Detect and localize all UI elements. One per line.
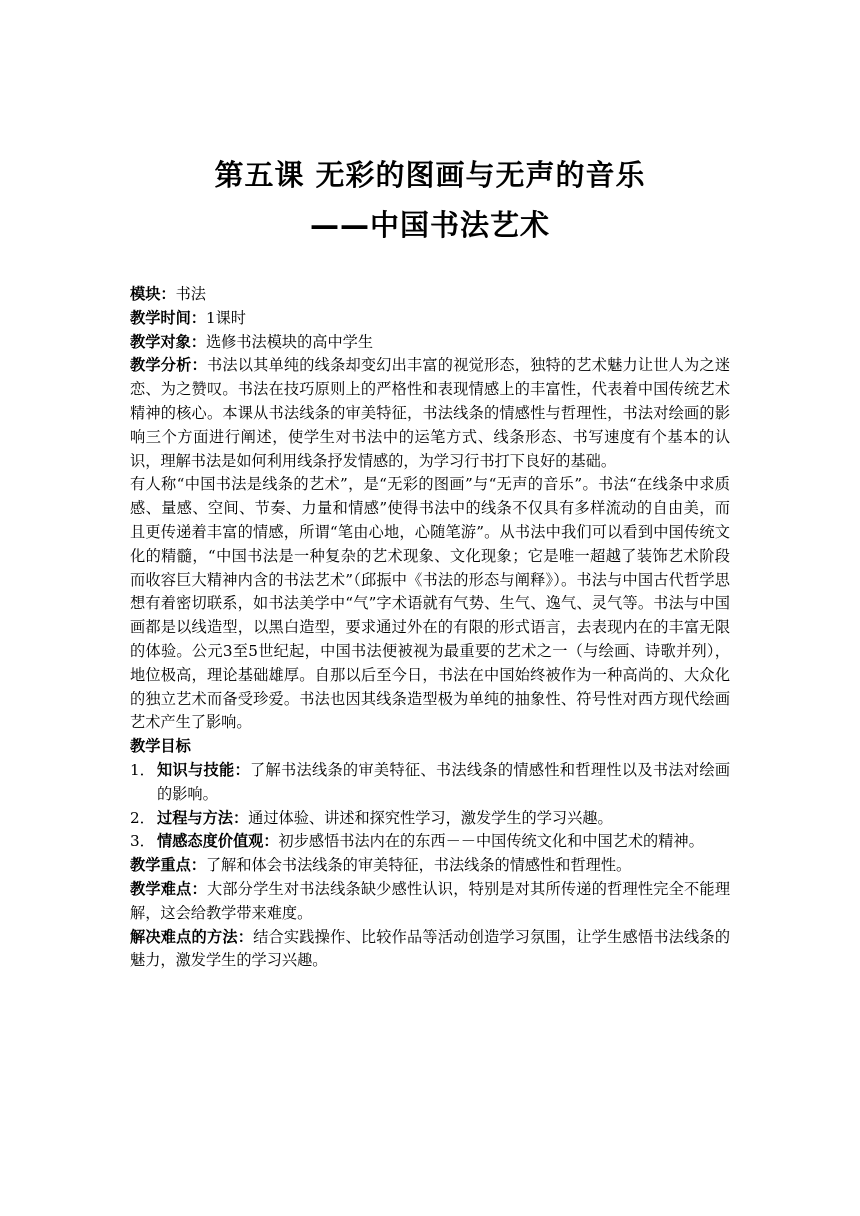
field-label: 教学重点：	[130, 856, 206, 875]
field-teaching-analysis	[130, 354, 730, 473]
lesson-title	[0, 150, 860, 250]
goal-number: 1．	[130, 760, 155, 779]
goal-description: 通过体验、讲述和探究性学习，激发学生的学习兴趣。	[248, 808, 613, 827]
field-module	[130, 283, 730, 307]
field-key-points	[130, 854, 730, 878]
goal-number: 2．	[130, 808, 155, 827]
goal-number: 3．	[130, 832, 155, 851]
field-label: 解决难点的方法：	[130, 927, 254, 946]
goal-item-emotion	[130, 830, 730, 854]
goal-label: 情感态度价值观：	[157, 832, 279, 851]
title-line-main: 第五课 无彩的图画与无声的音乐	[214, 158, 646, 192]
field-label: 教学时间：	[130, 308, 206, 327]
field-label: 教学对象：	[130, 332, 206, 351]
goal-text	[157, 830, 730, 854]
field-value: 书法	[175, 285, 206, 303]
goal-text	[157, 759, 730, 807]
analysis-paragraph: 有人称“中国书法是线条的艺术”，是“无彩的图画”与“无声的音乐”。书法“在线条中求质感、量感、空间、节奏、力量和情感”使得书法中的线条不仅具有多样流动的自由美，而且更传递着丰富的情感，所谓“笔由心地，心随笔游”。从书法中我们可以看到中国传统文化的精髓，“中国书法是一种复杂的艺术现象、文化现象；它是唯一超越了装饰艺术阶段而收容巨大精神内含的书法艺术”（邱振中《书法的形态与阐释》）。书法与中国古代哲学思想有着密切联系，如书法美学中“气”字术语就有气势、生气、逸气、灵气等。书法与中国画都是以线造型，以黑白造型，要求通过外在的有限的形式语言，去表现内在的丰富无限的体验。公元3至5世纪起，中国书法便被视为最重要的艺术之一（与绘画、诗歌并列），地位极高，理论基础雄厚。自那以后至今日，书法在中国始终被作为一种高尚的、大众化的独立艺术而备受珍爱。书法也因其线条造型极为单纯的抽象性、符号性对西方现代绘画艺术产生了影响。	[130, 475, 730, 732]
field-solution-method	[130, 926, 730, 974]
lesson-body	[130, 283, 730, 973]
field-label: 教学分析：	[130, 356, 207, 375]
goal-description: 了解书法线条的审美特征、书法线条的情感性和哲理性以及书法对绘画的影响。	[157, 760, 731, 803]
field-difficulties	[130, 878, 730, 926]
field-value: 1课时	[205, 308, 246, 327]
field-value: 了解和体会书法线条的审美特征，书法线条的情感性和哲理性。	[205, 856, 632, 875]
field-teaching-time	[130, 307, 730, 331]
title-line-subtitle: ——中国书法艺术	[309, 208, 550, 242]
field-value: 结合实践操作、比较作品等活动创造学习氛围，让学生感悟书法线条的魅力，激发学生的学习兴趣。	[130, 927, 731, 970]
field-value: 书法以其单纯的线条却变幻出丰富的视觉形态，独特的艺术魅力让世人为之迷恋、为之赞叹。书法在技巧原则上的严格性和表现情感上的丰富性，代表着中国传统艺术精神的核心。本课从书法线条的审美特征，书法线条的情感性与哲理性，书法对绘画的影响三个方面进行阐述，使学生对书法中的运笔方式、线条形态、书写速度有个基本的认识，理解书法是如何利用线条抒发情感的，为学习行书打下良好的基础。	[130, 356, 731, 470]
goals-heading: 教学目标	[130, 737, 191, 756]
field-value: 大部分学生对书法线条缺少感性认识，特别是对其所传递的哲理性完全不能理解，这会给教学带来难度。	[130, 879, 731, 922]
field-value: 选修书法模块的高中学生	[205, 332, 373, 351]
field-label: 教学难点：	[130, 879, 207, 898]
goal-label: 知识与技能：	[157, 760, 250, 779]
goal-item-knowledge	[130, 759, 730, 807]
goal-description: 初步感悟书法内在的东西－－中国传统文化和中国艺术的精神。	[278, 832, 704, 851]
goal-text	[157, 807, 730, 831]
field-teaching-target	[130, 331, 730, 355]
goal-label: 过程与方法：	[157, 808, 249, 827]
goal-item-process	[130, 807, 730, 831]
field-label: 模块：	[130, 285, 176, 303]
